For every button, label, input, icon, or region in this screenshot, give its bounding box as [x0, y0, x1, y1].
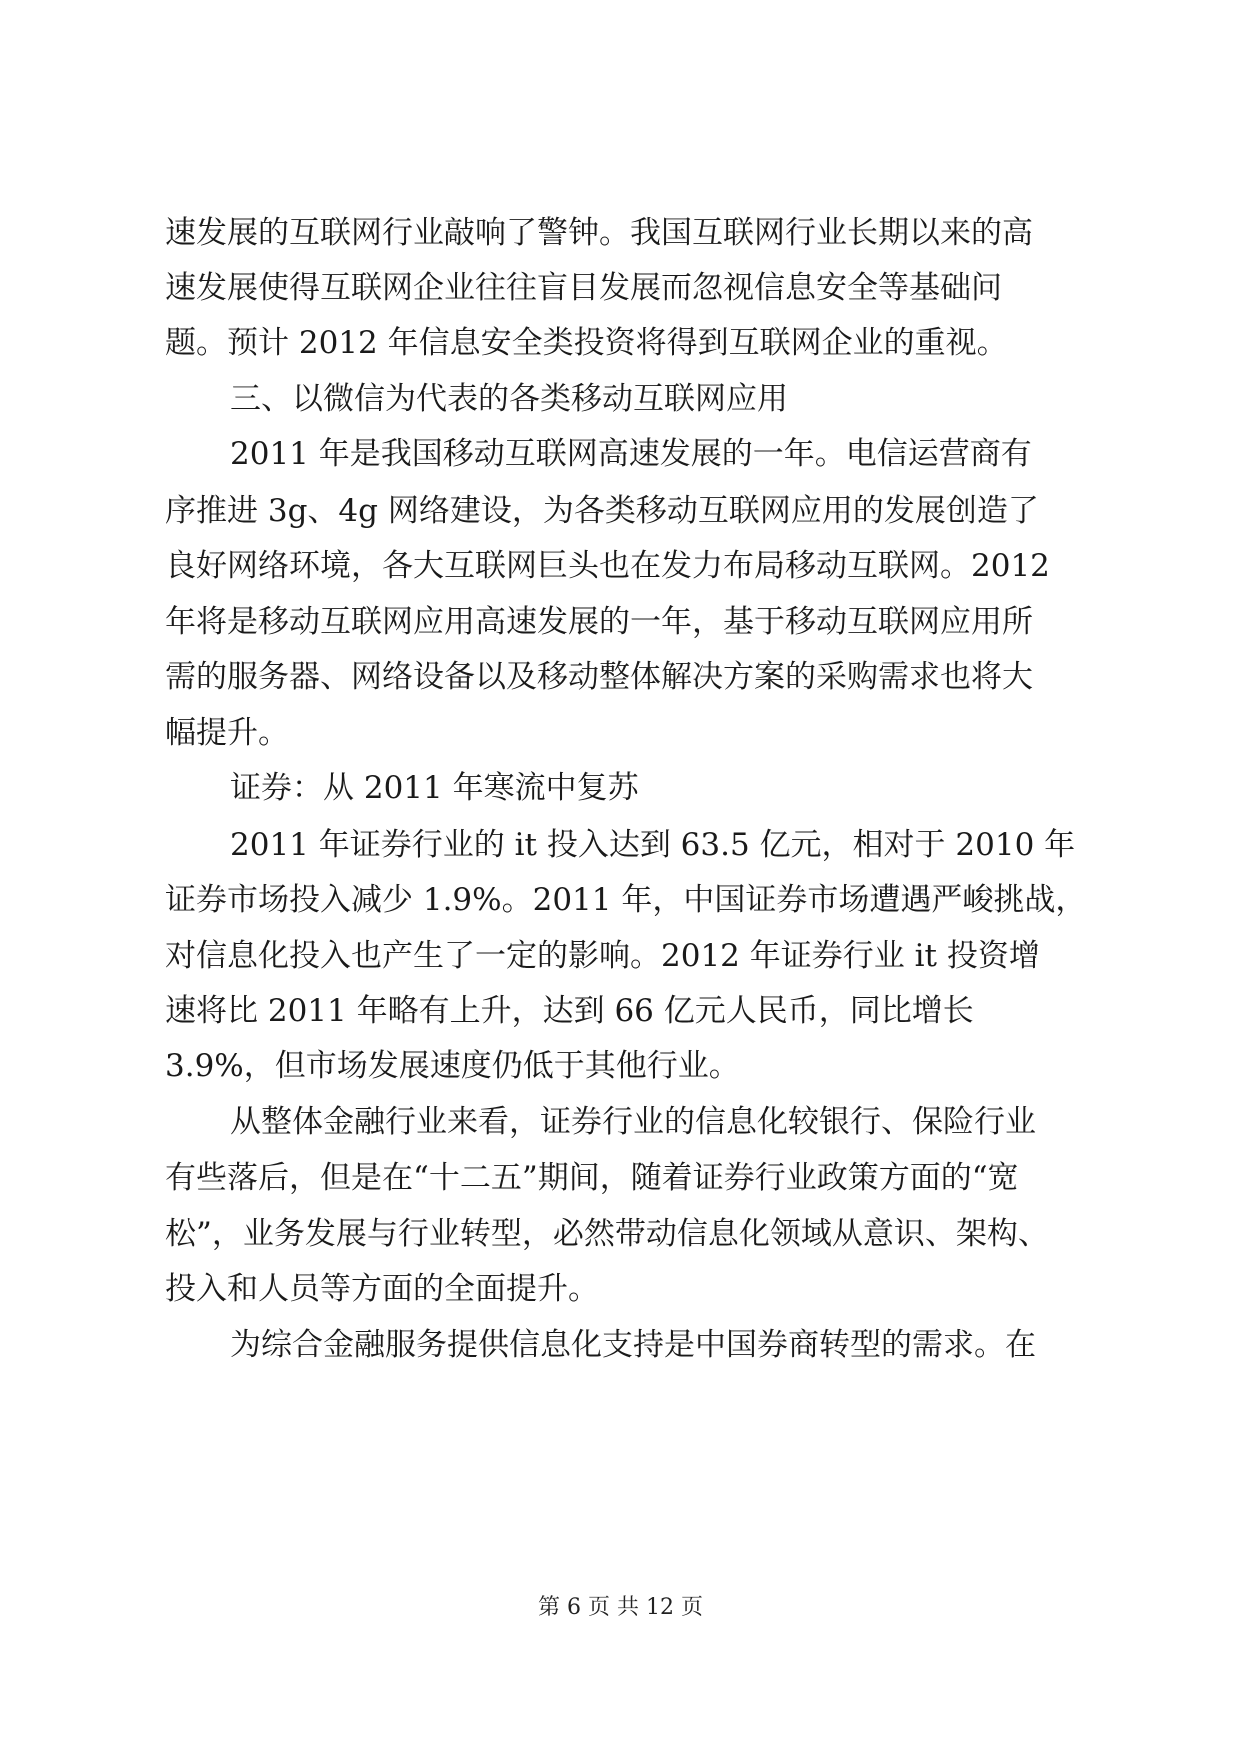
text-line: 为综合金融服务提供信息化支持是中国券商转型的需求。在 — [230, 1327, 1036, 1363]
text-line: 证券市场投入减少 1.9%。2011 年，中国证券市场遭遇严峻挑战， — [165, 882, 1087, 918]
text-line: 2011 年是我国移动互联网高速发展的一年。电信运营商有 — [230, 436, 1032, 472]
page-number-footer: 第 6 页 共 12 页 — [538, 1595, 703, 1620]
text-line: 题。预计 2012 年信息安全类投资将得到互联网企业的重视。 — [165, 325, 1008, 361]
text-line: 速发展的互联网行业敲响了警钟。我国互联网行业长期以来的高 — [165, 215, 1033, 251]
section-heading: 证券：从 2011 年寒流中复苏 — [230, 770, 639, 806]
text-line: 序推进 3g、4g 网络建设，为各类移动互联网应用的发展创造了 — [165, 493, 1039, 529]
text-line: 对信息化投入也产生了一定的影响。2012 年证券行业 it 投资增 — [165, 938, 1040, 974]
text-line: 松”，业务发展与行业转型，必然带动信息化领域从意识、架构、 — [165, 1216, 1049, 1252]
text-line: 速将比 2011 年略有上升，达到 66 亿元人民币，同比增长 — [165, 993, 974, 1029]
text-line: 有些落后，但是在“十二五”期间，随着证券行业政策方面的“宽 — [165, 1160, 1019, 1196]
text-line: 幅提升。 — [165, 715, 289, 751]
text-line: 从整体金融行业来看，证券行业的信息化较银行、保险行业 — [230, 1104, 1036, 1140]
text-line: 年将是移动互联网应用高速发展的一年，基于移动互联网应用所 — [165, 604, 1033, 640]
text-line: 2011 年证券行业的 it 投入达到 63.5 亿元，相对于 2010 年 — [230, 827, 1076, 863]
section-heading: 三、以微信为代表的各类移动互联网应用 — [230, 381, 788, 417]
text-line: 投入和人员等方面的全面提升。 — [165, 1271, 599, 1307]
text-line: 良好网络环境，各大互联网巨头也在发力布局移动互联网。2012 — [165, 548, 1050, 584]
text-line: 需的服务器、网络设备以及移动整体解决方案的采购需求也将大 — [165, 659, 1033, 695]
text-line: 速发展使得互联网企业往往盲目发展而忽视信息安全等基础问 — [165, 270, 1002, 306]
text-line: 3.9%，但市场发展速度仍低于其他行业。 — [165, 1048, 740, 1084]
